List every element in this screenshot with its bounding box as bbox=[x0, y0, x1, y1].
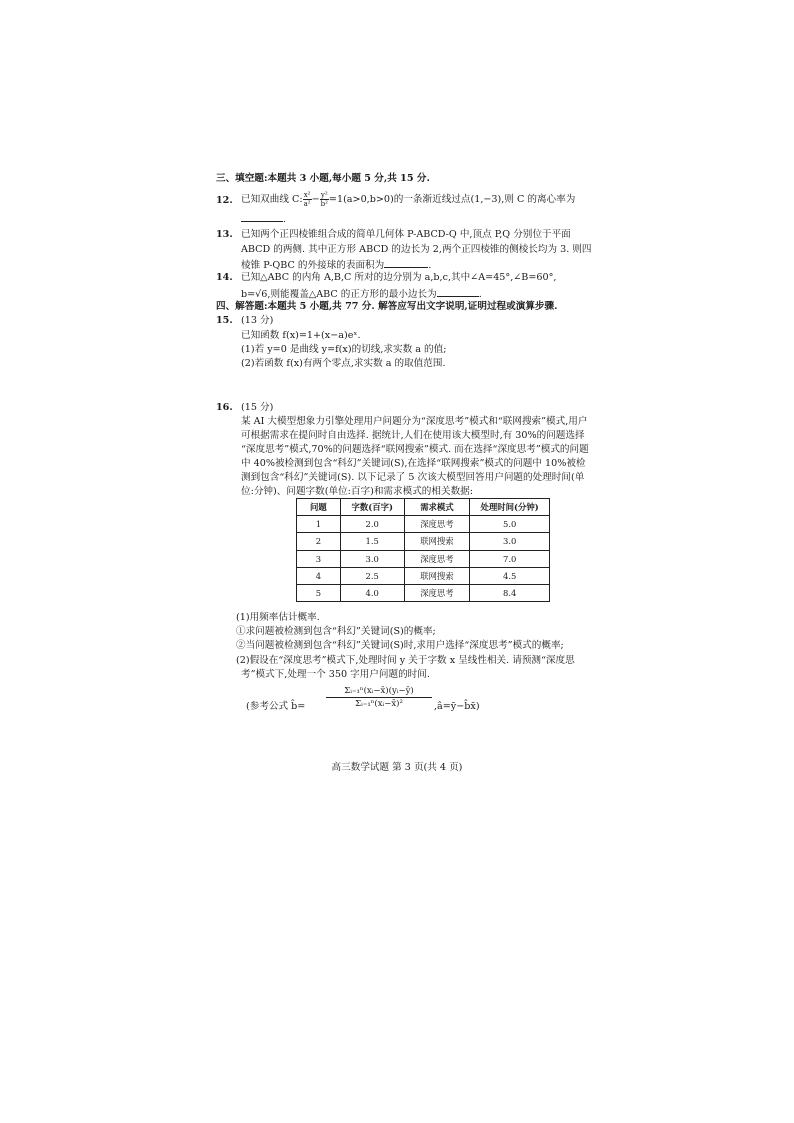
table-header: 需求模式 bbox=[404, 499, 470, 516]
table-cell: 7.0 bbox=[470, 550, 550, 567]
section-heading-answer: 四、解答题:本题共 5 小题,共 77 分. 解答应写出文字说明,证明过程或演算步骤. bbox=[216, 301, 558, 312]
table-row bbox=[297, 533, 550, 550]
data-table bbox=[296, 498, 550, 602]
q13-line2: ABCD 的两侧. 其中正方形 ABCD 的边长为 2,两个正四棱锥的侧棱长均为 3. 则四 bbox=[241, 244, 592, 255]
question-12-text bbox=[241, 190, 575, 210]
table-header: 问题 bbox=[297, 499, 341, 516]
q15-score: (13 分) bbox=[241, 315, 274, 326]
table-cell: 2 bbox=[297, 533, 341, 550]
table-cell: 深度思考 bbox=[404, 584, 470, 601]
question-number-16: 16. bbox=[216, 402, 233, 413]
question-number-12: 12. bbox=[216, 195, 233, 206]
table-header: 字数(百字) bbox=[340, 499, 404, 516]
q14-line1: 已知△ABC 的内角 A,B,C 所对的边分别为 a,b,c,其中∠A=45°,∠B=60°, bbox=[241, 272, 557, 283]
q16-sub1: ①求问题被检测到包含“科幻”关键词(S)的概率; bbox=[236, 626, 436, 637]
q16-part2-line1: (2)假设在“深度思考”模式下,处理时间 y 关于字数 x 呈线性相关. 请预测“深度思 bbox=[236, 655, 575, 666]
table-cell: 8.4 bbox=[470, 584, 550, 601]
q16-paragraph-line5: 测到包含“科幻”关键词(S). 以下记录了 5 次该大模型回答用户问题的处理时间(单 bbox=[241, 472, 585, 483]
question-number-13: 13. bbox=[216, 229, 233, 240]
table-cell: 深度思考 bbox=[404, 516, 470, 533]
q12-answer-blank: . bbox=[241, 211, 286, 226]
q15-part1: (1)若 y=0 是曲线 y=f(x)的切线,求实数 a 的值; bbox=[241, 344, 447, 355]
question-number-15: 15. bbox=[216, 315, 233, 326]
section-heading-fill-in: 三、填空题:本题共 3 小题,每小题 5 分,共 15 分. bbox=[216, 173, 430, 184]
table-cell: 2.0 bbox=[340, 516, 404, 533]
q16-paragraph-line6: 位:分钟)、问题字数(单位:百字)和需求模式的相关数据: bbox=[241, 486, 473, 497]
table-cell: 深度思考 bbox=[404, 550, 470, 567]
formula-denominator: Σᵢ₌₁ⁿ(xᵢ−x̄)² bbox=[355, 699, 403, 709]
regression-formula-fraction bbox=[326, 686, 432, 709]
table-header-row bbox=[297, 499, 550, 516]
table-cell: 3.0 bbox=[340, 550, 404, 567]
q14-line2: b=√6,则能覆盖△ABC 的正方形的最小边长为 . bbox=[241, 286, 482, 301]
table-cell: 联网搜索 bbox=[404, 567, 470, 584]
table-cell: 3.0 bbox=[470, 533, 550, 550]
table-cell: 4.0 bbox=[340, 584, 404, 601]
formula-numerator: Σᵢ₌₁ⁿ(xᵢ−x̄)(yᵢ−ȳ) bbox=[344, 686, 414, 696]
table-row bbox=[297, 567, 550, 584]
q12-fraction-y: $\frac{\text{y²}}{\text{b²}}$ bbox=[320, 191, 328, 208]
q16-part2-line2: 考”模式下,处理一个 350 字用户问题的时间. bbox=[241, 669, 430, 680]
q16-sub2: ②当问题被检测到包含“科幻”关键词(S)时,求用户选择“深度思考”模式的概率; bbox=[236, 640, 564, 651]
q16-paragraph-line3: “深度思考”模式,70%的问题选择“联网搜索”模式. 而在选择“深度思考”模式的问题 bbox=[241, 444, 589, 455]
q15-function: 已知函数 f(x)=1+(x−a)eˣ. bbox=[241, 330, 361, 341]
table-cell: 1 bbox=[297, 516, 341, 533]
q16-part1: (1)用频率估计概率. bbox=[236, 612, 320, 623]
table-header: 处理时间(分钟) bbox=[470, 499, 550, 516]
q13-line3: 棱锥 P-QBC 的外接球的表面积为 . bbox=[241, 257, 431, 272]
question-number-14: 14. bbox=[216, 272, 233, 283]
table-cell: 联网搜索 bbox=[404, 533, 470, 550]
table-cell: 5 bbox=[297, 584, 341, 601]
table-cell: 5.0 bbox=[470, 516, 550, 533]
q12-minus: − bbox=[311, 194, 320, 205]
table-cell: 1.5 bbox=[340, 533, 404, 550]
table-cell: 2.5 bbox=[340, 567, 404, 584]
q16-paragraph-line4: 中 40%被检测到包含“科幻”关键词(S),在选择“联网搜索”模式的问题中 10%被检 bbox=[241, 458, 586, 469]
table-cell: 4.5 bbox=[470, 567, 550, 584]
table-cell: 3 bbox=[297, 550, 341, 567]
q16-score: (15 分) bbox=[241, 402, 274, 413]
table-row bbox=[297, 516, 550, 533]
table-row bbox=[297, 550, 550, 567]
q12-text-b: =1(a>0,b>0)的一条渐近线过点(1,−3),则 C 的离心率为 bbox=[328, 194, 576, 205]
table-row bbox=[297, 584, 550, 601]
formula-prefix: (参考公式 b̂= bbox=[246, 701, 306, 712]
q15-part2: (2)若函数 f(x)有两个零点,求实数 a 的取值范围. bbox=[241, 358, 446, 369]
table-cell: 4 bbox=[297, 567, 341, 584]
formula-suffix: ,â=ȳ−b̂x̄) bbox=[434, 701, 480, 712]
q12-text-a: 已知双曲线 C: bbox=[241, 194, 303, 205]
q12-fraction-x: $\frac{\text{x²}}{\text{a²}}$ bbox=[303, 191, 311, 208]
page-footer: 高三数学试题 第 3 页(共 4 页) bbox=[331, 762, 463, 773]
q16-paragraph-line2: 可根据需求在提问时自由选择. 据统计,人们在使用该大模型时,有 30%的问题选择 bbox=[241, 430, 585, 441]
q13-line1: 已知两个正四棱锥组合成的简单几何体 P-ABCD-Q 中,顶点 P,Q 分别位于平面 bbox=[241, 229, 571, 240]
q16-paragraph-line1: 某 AI 大模型想象力引擎处理用户问题分为“深度思考”模式和“联网搜索”模式,用户 bbox=[241, 416, 588, 427]
